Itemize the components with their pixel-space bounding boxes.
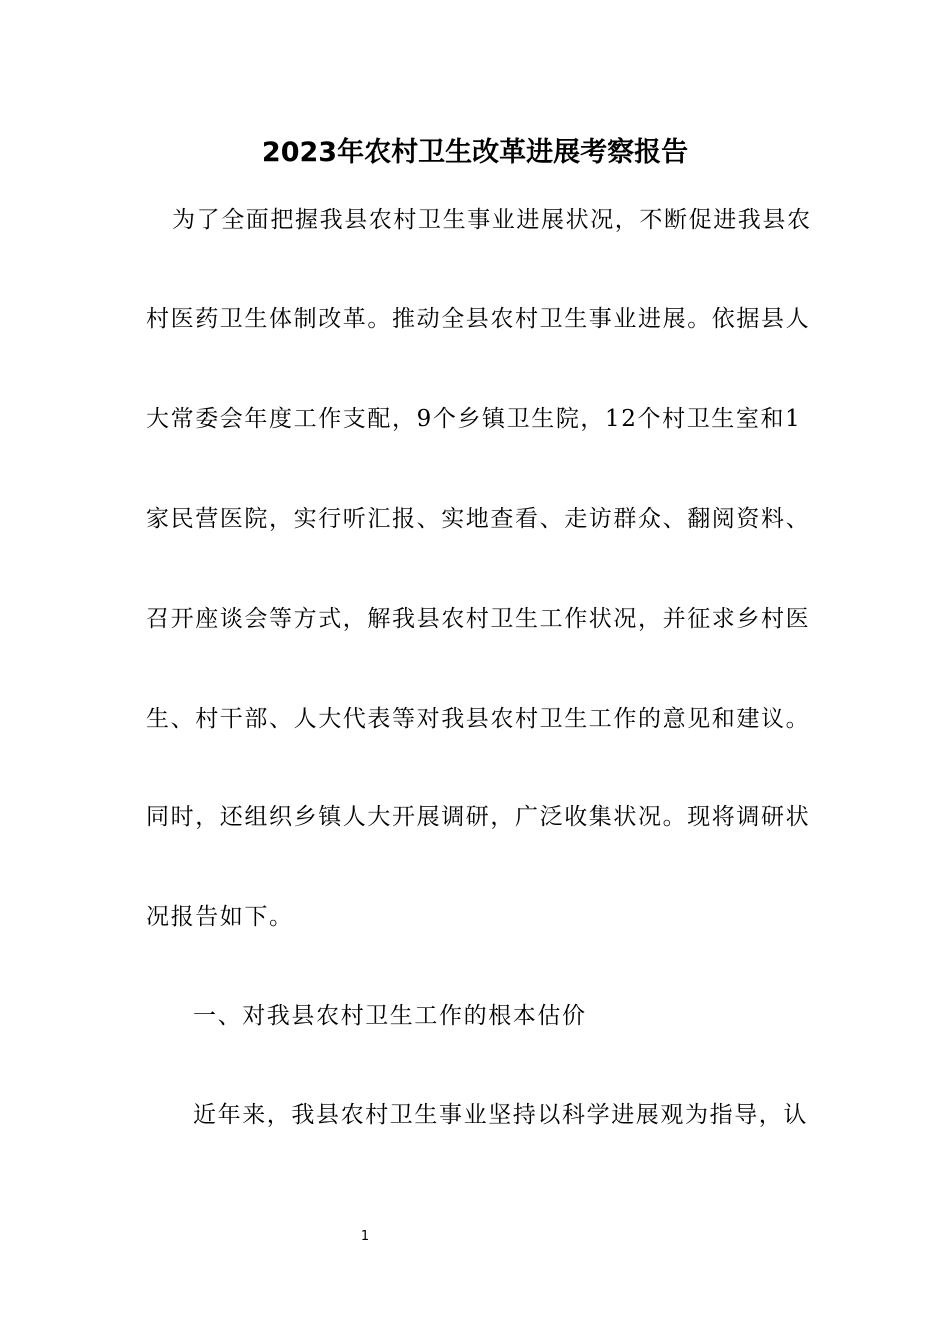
document-title: 2023年农村卫生改革进展考察报告	[261, 137, 689, 168]
paragraph-line: 况报告如下。	[146, 904, 294, 930]
paragraph-line: 生、村干部、人大代表等对我县农村卫生工作的意见和建议。	[146, 706, 811, 732]
paragraph-line: 为了全面把握我县农村卫生事业进展状况，不断促进我县农	[172, 207, 812, 233]
paragraph-line: 大常委会年度工作支配，9个乡镇卫生院，12个村卫生室和1	[146, 406, 802, 432]
paragraph-line: 近年来，我县农村卫生事业坚持以科学进展观为指导，认	[193, 1102, 808, 1128]
paragraph-line: 召开座谈会等方式，解我县农村卫生工作状况，并征求乡村医	[146, 606, 811, 632]
paragraph-line: 家民营医院，实行听汇报、实地查看、走访群众、翻阅资料、	[146, 506, 811, 532]
section-heading: 一、对我县农村卫生工作的根本估价	[193, 1003, 587, 1029]
paragraph-line: 村医药卫生体制改革。推动全县农村卫生事业进展。依据县人	[146, 306, 811, 332]
page-number: 1	[360, 1229, 370, 1244]
paragraph-line: 同时，还组织乡镇人大开展调研，广泛收集状况。现将调研状	[146, 804, 811, 830]
